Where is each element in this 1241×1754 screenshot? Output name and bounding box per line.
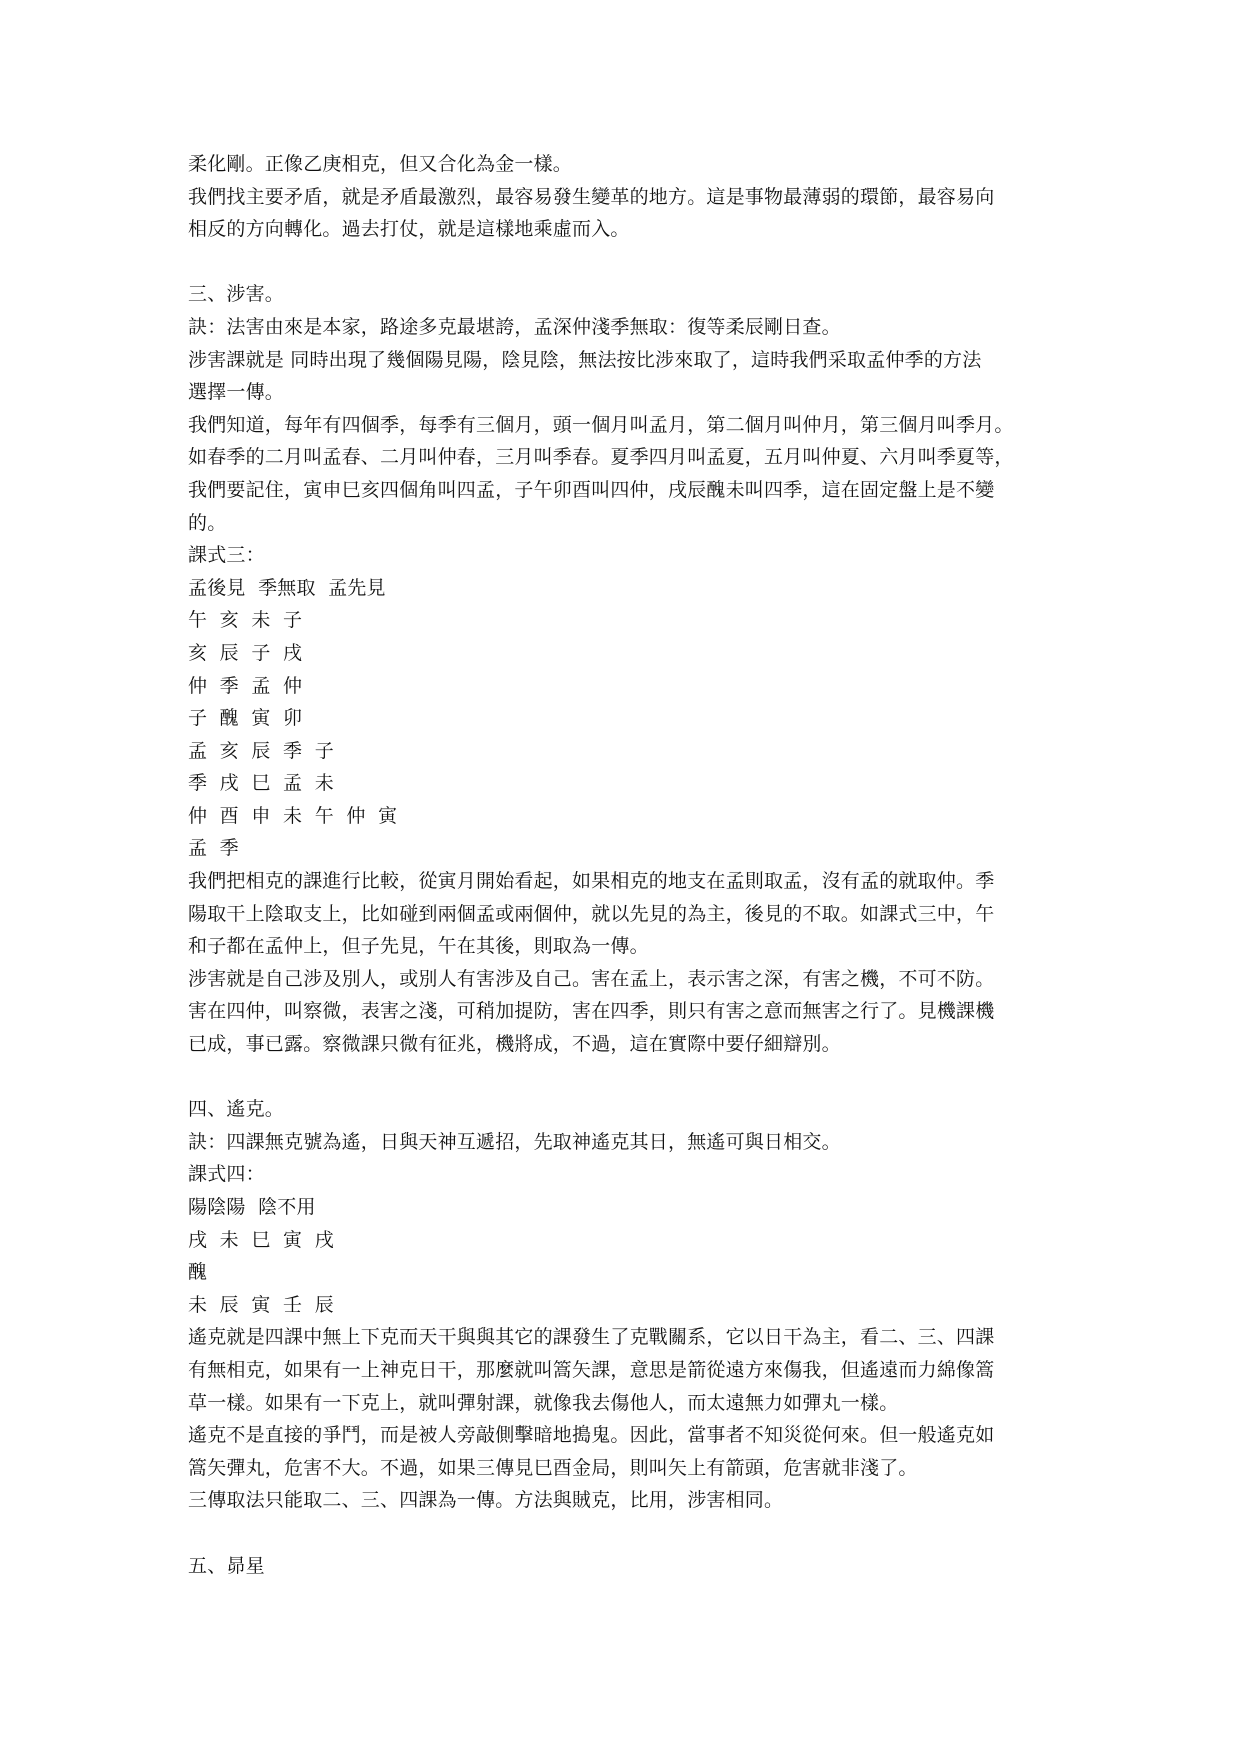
lesson-grid-row: 孟 季 (188, 837, 239, 860)
text-line: 如春季的二月叫孟春、二月叫仲春，三月叫季春。夏季四月叫孟夏，五月叫仲夏、六月叫季夏等， (188, 446, 1014, 469)
lesson-grid-row: 仲 酉 申 未 午 仲 寅 (188, 804, 398, 827)
lesson-grid-row: 陽陰陽 陰不用 (188, 1196, 316, 1218)
blank-line (188, 246, 1058, 279)
text-line: 訣：法害由來是本家，路途多克最堪誇，孟深仲淺季無取：復等柔辰剛日查。 (188, 315, 841, 338)
text-line: 遙克不是直接的爭鬥，而是被人旁敲側擊暗地搗鬼。因此，當事者不知災從何來。但一般遙克如 (188, 1424, 995, 1447)
blank-line (188, 1517, 1058, 1550)
section-heading: 三、涉害。 (188, 283, 285, 306)
text-line: 三傳取法只能取二、三、四課為一傳。方法與賊克，比用，涉害相同。 (188, 1489, 784, 1512)
lesson-grid-row: 孟 亥 辰 季 子 (188, 739, 334, 762)
text-line: 涉害課就是 同時出現了幾個陽見陽，陰見陰，無法按比涉來取了，這時我們采取孟仲季的方法 (188, 348, 982, 371)
document-page (188, 148, 1058, 1582)
lesson-grid-row: 午 亥 未 子 (188, 609, 303, 632)
text-line: 我們要記住，寅申巳亥四個角叫四孟，子午卯酉叫四仲，戌辰醜未叫四季，這在固定盤上是不變 (188, 478, 995, 501)
lesson-pattern-label: 課式四： (188, 1163, 265, 1186)
lesson-grid-row: 仲 季 孟 仲 (188, 674, 303, 697)
lesson-grid-row: 孟後見 季無取 孟先見 (188, 576, 386, 599)
text-line: 我們知道，每年有四個季，每季有三個月，頭一個月叫孟月，第二個月叫仲月，第三個月叫季月。 (188, 413, 1014, 436)
text-line: 的。 (188, 511, 227, 534)
lesson-grid-row: 子 醜 寅 卯 (188, 707, 303, 730)
section-heading: 五、昴星 (188, 1554, 265, 1577)
lesson-grid-row: 未 辰 寅 壬 辰 (188, 1293, 334, 1316)
text-line: 訣：四課無克號為遙，日與天神互遞招，先取神遙克其日，無遙可與日相交。 (188, 1130, 841, 1153)
text-line: 草一樣。如果有一下克上，就叫彈射課，就像我去傷他人，而太遠無力如彈丸一樣。 (188, 1391, 899, 1414)
text-line: 已成，事已露。察微課只微有征兆，機將成，不過，這在實際中要仔細辯別。 (188, 1033, 841, 1056)
text-line: 柔化剛。正像乙庚相克，但又合化為金一樣。 (188, 153, 573, 175)
text-line: 遙克就是四課中無上下克而天干與與其它的課發生了克戰關系，它以日干為主，看二、三、四課 (188, 1326, 995, 1349)
text-line: 害在四仲，叫察微，表害之淺，可稍加提防，害在四季，則只有害之意而無害之行了。見機課機 (188, 1000, 995, 1023)
text-line: 有無相克，如果有一上神克日干，那麼就叫篙矢課，意思是箭從遠方來傷我，但遙遠而力綿像篙 (188, 1358, 995, 1381)
section-heading: 四、遙克。 (188, 1098, 285, 1121)
text-line: 我們找主要矛盾，就是矛盾最激烈，最容易發生變革的地方。這是事物最薄弱的環節，最容易向 (188, 185, 995, 208)
lesson-grid-row: 亥 辰 子 戌 (188, 641, 303, 664)
blank-line (188, 1061, 1058, 1094)
text-line: 陽取干上陰取支上，比如碰到兩個孟或兩個仲，就以先見的為主，後見的不取。如課式三中，午 (188, 902, 995, 925)
text-line: 和子都在孟仲上，但子先見，午在其後，則取為一傳。 (188, 935, 649, 958)
text-line: 篙矢彈丸，危害不大。不過，如果三傳見巳酉金局，則叫矢上有箭頭，危害就非淺了。 (188, 1456, 918, 1479)
text-line: 涉害就是自己涉及別人，或別人有害涉及自己。害在孟上，表示害之深，有害之機，不可不防。 (188, 967, 995, 990)
text-line: 我們把相克的課進行比較，從寅月開始看起，如果相克的地支在孟則取孟，沒有孟的就取仲。季 (188, 870, 995, 893)
text-line: 相反的方向轉化。過去打仗，就是這樣地乘虛而入。 (188, 218, 630, 241)
lesson-grid-row: 醜 (188, 1261, 208, 1284)
lesson-grid-row: 季 戌 巳 孟 未 (188, 772, 334, 795)
lesson-grid-row: 戌 未 巳 寅 戌 (188, 1228, 334, 1251)
lesson-pattern-label: 課式三： (188, 544, 265, 567)
text-line: 選擇一傳。 (188, 381, 285, 404)
